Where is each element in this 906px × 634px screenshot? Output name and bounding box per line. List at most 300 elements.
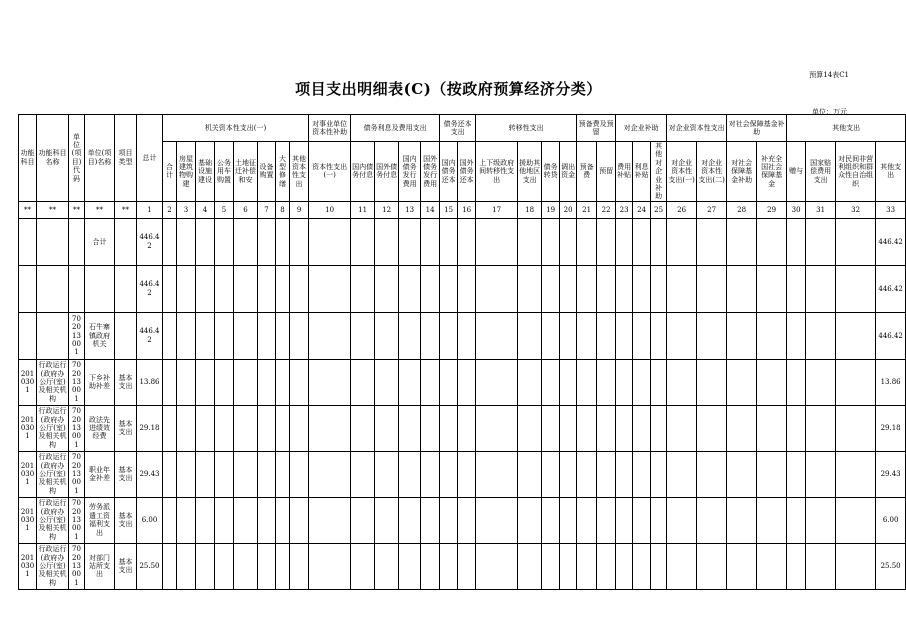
header-group-social-security: 对社会保障基金补助 (727, 115, 787, 142)
empty-cell (351, 543, 375, 589)
header-group-enterprise-capital: 对企业资本性支出 (667, 115, 727, 142)
empty-cell (163, 497, 177, 543)
index-cell: 12 (375, 201, 399, 218)
empty-cell (258, 312, 276, 359)
func-code-cell (19, 312, 37, 359)
index-cell: ** (37, 201, 69, 218)
index-cell: 3 (177, 201, 196, 218)
unit-code-cell (69, 265, 85, 312)
empty-cell (421, 451, 440, 497)
empty-cell (177, 451, 196, 497)
header-sub-col: 赠与 (787, 142, 806, 202)
header-group-debt-principal: 债务还本支出 (440, 115, 476, 142)
item-type-cell (115, 265, 137, 312)
empty-cell (351, 265, 375, 312)
index-cell: 15 (440, 201, 458, 218)
empty-cell (667, 218, 697, 265)
empty-cell (787, 405, 806, 451)
header-sub-col: 土地征迁补偿和安 (234, 142, 258, 202)
empty-cell (399, 359, 421, 405)
unit-code-cell: 70201300 1 (69, 451, 85, 497)
header-sub-col: 预备费 (577, 142, 597, 202)
index-cell: 32 (836, 201, 876, 218)
empty-cell (399, 218, 421, 265)
header-sub-col: 援助其他地区支出 (518, 142, 542, 202)
empty-cell (651, 312, 667, 359)
unit-code-cell: 70201300 1 (69, 359, 85, 405)
index-cell: 20 (560, 201, 577, 218)
header-func-code: 功能科目 (19, 115, 37, 202)
empty-cell (196, 451, 215, 497)
index-cell: 19 (542, 201, 560, 218)
index-cell: 31 (806, 201, 836, 218)
empty-cell (667, 451, 697, 497)
empty-cell (276, 405, 290, 451)
empty-cell (597, 359, 616, 405)
empty-cell (458, 497, 476, 543)
total-cell: 446.42 (137, 265, 163, 312)
empty-cell (651, 265, 667, 312)
empty-cell (163, 218, 177, 265)
header-sub-col: 大型修缮 (276, 142, 290, 202)
header-group-other: 其他支出 (787, 115, 906, 142)
other-expenditure-cell: 29.18 (876, 405, 906, 451)
empty-cell (806, 218, 836, 265)
empty-cell (806, 451, 836, 497)
header-sub-col: 资本性支出(一) (309, 142, 351, 202)
header-group-reserve: 预备费及预留 (577, 115, 616, 142)
empty-cell (440, 265, 458, 312)
empty-cell (757, 218, 787, 265)
total-cell: 446.42 (137, 218, 163, 265)
index-cell: 29 (757, 201, 787, 218)
empty-cell (375, 497, 399, 543)
index-cell: 27 (697, 201, 727, 218)
index-cell: 4 (196, 201, 215, 218)
empty-cell (787, 312, 806, 359)
unit-code-cell (69, 218, 85, 265)
index-cell: 16 (458, 201, 476, 218)
empty-cell (276, 497, 290, 543)
empty-cell (476, 543, 518, 589)
index-cell: 28 (727, 201, 757, 218)
header-sub-col: 基础设施建设 (196, 142, 215, 202)
empty-cell (421, 359, 440, 405)
empty-cell (667, 312, 697, 359)
empty-cell (560, 405, 577, 451)
func-name-cell (37, 218, 69, 265)
empty-cell (234, 405, 258, 451)
index-cell: 23 (616, 201, 633, 218)
empty-cell (616, 312, 633, 359)
empty-cell (375, 218, 399, 265)
empty-cell (727, 405, 757, 451)
empty-cell (518, 312, 542, 359)
index-cell: 33 (876, 201, 906, 218)
header-sub-col: 对企业资本性支出(一) (667, 142, 697, 202)
header-sub-col: 对企业资本性支出(二) (697, 142, 727, 202)
empty-cell (727, 265, 757, 312)
header-sub-col: 预留 (597, 142, 616, 202)
header-sub-col: 国内债务还本 (440, 142, 458, 202)
empty-cell (177, 265, 196, 312)
empty-cell (560, 497, 577, 543)
header-sub-col: 上下级政府间转移性支出 (476, 142, 518, 202)
other-expenditure-cell: 446.42 (876, 265, 906, 312)
empty-cell (399, 451, 421, 497)
empty-cell (518, 451, 542, 497)
empty-cell (163, 312, 177, 359)
item-type-cell: 基本支出 (115, 359, 137, 405)
empty-cell (351, 451, 375, 497)
empty-cell (667, 543, 697, 589)
empty-cell (309, 543, 351, 589)
index-cell: 18 (518, 201, 542, 218)
empty-cell (836, 405, 876, 451)
empty-cell (458, 405, 476, 451)
header-unit-name: 单位(项目)名称 (85, 115, 115, 202)
empty-cell (806, 543, 836, 589)
unit-label: 单位：万元 (812, 108, 847, 116)
other-expenditure-cell: 29.43 (876, 451, 906, 497)
func-name-cell (37, 312, 69, 359)
empty-cell (458, 359, 476, 405)
report-reference: 预算14表C1 (809, 71, 849, 79)
header-sub-col: 设备购置 (258, 142, 276, 202)
empty-cell (518, 497, 542, 543)
header-group-enterprise: 对企业补助 (616, 115, 667, 142)
empty-cell (440, 497, 458, 543)
other-expenditure-cell: 446.42 (876, 312, 906, 359)
header-group-debt-interest: 债务利息及费用支出 (351, 115, 440, 142)
empty-cell (616, 359, 633, 405)
header-sub-col: 国家赔偿费用支出 (806, 142, 836, 202)
empty-cell (215, 359, 234, 405)
empty-cell (375, 359, 399, 405)
empty-cell (276, 312, 290, 359)
empty-cell (196, 405, 215, 451)
empty-cell (836, 359, 876, 405)
empty-cell (290, 497, 309, 543)
table-row (19, 497, 906, 543)
empty-cell (787, 451, 806, 497)
empty-cell (458, 312, 476, 359)
empty-cell (258, 359, 276, 405)
empty-cell (215, 451, 234, 497)
empty-cell (633, 543, 651, 589)
total-cell: 25.50 (137, 543, 163, 589)
empty-cell (309, 359, 351, 405)
empty-cell (560, 218, 577, 265)
index-cell: 6 (234, 201, 258, 218)
empty-cell (290, 312, 309, 359)
empty-cell (215, 265, 234, 312)
header-sub-col: 国内债务发行费用 (399, 142, 421, 202)
empty-cell (399, 543, 421, 589)
empty-cell (258, 405, 276, 451)
empty-cell (476, 405, 518, 451)
empty-cell (597, 451, 616, 497)
empty-cell (651, 451, 667, 497)
empty-cell (616, 405, 633, 451)
empty-cell (616, 265, 633, 312)
empty-cell (667, 265, 697, 312)
empty-cell (215, 218, 234, 265)
empty-cell (196, 543, 215, 589)
empty-cell (421, 218, 440, 265)
index-cell: 9 (290, 201, 309, 218)
header-sub-col: 国内债务付息 (351, 142, 375, 202)
index-cell: 7 (258, 201, 276, 218)
empty-cell (597, 543, 616, 589)
empty-cell (560, 543, 577, 589)
unit-code-cell: 70201300 1 (69, 312, 85, 359)
empty-cell (836, 312, 876, 359)
empty-cell (577, 218, 597, 265)
header-total: 总计 (137, 115, 163, 202)
func-code-cell: 2010301 (19, 359, 37, 405)
unit-code-cell: 70201300 1 (69, 405, 85, 451)
empty-cell (633, 497, 651, 543)
header-sub-col: 对民间非营利组织和群众性自治组织 (836, 142, 876, 202)
header-group-subsidy-capital: 对事业单位资本性补助 (309, 115, 351, 142)
empty-cell (542, 359, 560, 405)
empty-cell (727, 359, 757, 405)
empty-cell (727, 497, 757, 543)
empty-cell (290, 451, 309, 497)
empty-cell (727, 543, 757, 589)
empty-cell (542, 497, 560, 543)
index-row (19, 201, 906, 218)
page-title: 项目支出明细表(C)（按政府预算经济分类） (295, 80, 602, 98)
empty-cell (616, 451, 633, 497)
empty-cell (309, 218, 351, 265)
empty-cell (577, 359, 597, 405)
empty-cell (234, 265, 258, 312)
empty-cell (458, 218, 476, 265)
empty-cell (163, 405, 177, 451)
empty-cell (757, 312, 787, 359)
empty-cell (351, 497, 375, 543)
empty-cell (290, 218, 309, 265)
empty-cell (421, 405, 440, 451)
empty-cell (309, 405, 351, 451)
expenditure-table (18, 114, 906, 590)
empty-cell (697, 451, 727, 497)
unit-name-cell: 劳务派遣工资福利支出 (85, 497, 115, 543)
unit-name-cell: 石牛寨镇政府机关 (85, 312, 115, 359)
func-name-cell: 行政运行(政府办公厅(室)及相关机构 (37, 543, 69, 589)
empty-cell (177, 543, 196, 589)
header-item-type: 项目类型 (115, 115, 137, 202)
empty-cell (633, 312, 651, 359)
empty-cell (633, 451, 651, 497)
header-sub-col: 合计 (163, 142, 177, 202)
empty-cell (440, 405, 458, 451)
empty-cell (290, 543, 309, 589)
empty-cell (542, 312, 560, 359)
header-group-org-capital: 机关资本性支出(一) (163, 115, 309, 142)
empty-cell (163, 451, 177, 497)
header-sub-col: 国外债务还本 (458, 142, 476, 202)
item-type-cell: 基本支出 (115, 451, 137, 497)
empty-cell (836, 218, 876, 265)
empty-cell (518, 405, 542, 451)
index-cell: 2 (163, 201, 177, 218)
empty-cell (375, 451, 399, 497)
empty-cell (375, 405, 399, 451)
empty-cell (560, 451, 577, 497)
empty-cell (177, 497, 196, 543)
empty-cell (787, 359, 806, 405)
empty-cell (542, 543, 560, 589)
empty-cell (290, 265, 309, 312)
empty-cell (375, 543, 399, 589)
empty-cell (597, 405, 616, 451)
header-sub-col: 利息补贴 (633, 142, 651, 202)
empty-cell (542, 451, 560, 497)
other-expenditure-cell: 25.50 (876, 543, 906, 589)
func-code-cell: 2010301 (19, 543, 37, 589)
empty-cell (616, 218, 633, 265)
empty-cell (633, 218, 651, 265)
empty-cell (215, 497, 234, 543)
unit-name-cell (85, 265, 115, 312)
empty-cell (806, 497, 836, 543)
table-body (19, 218, 906, 589)
empty-cell (542, 265, 560, 312)
empty-cell (577, 543, 597, 589)
empty-cell (597, 497, 616, 543)
empty-cell (351, 218, 375, 265)
empty-cell (234, 497, 258, 543)
empty-cell (577, 265, 597, 312)
empty-cell (836, 497, 876, 543)
empty-cell (421, 265, 440, 312)
empty-cell (667, 359, 697, 405)
empty-cell (577, 405, 597, 451)
header-sub-col: 国外债务付息 (375, 142, 399, 202)
empty-cell (196, 359, 215, 405)
empty-cell (476, 218, 518, 265)
table-row (19, 359, 906, 405)
total-cell: 29.18 (137, 405, 163, 451)
empty-cell (697, 543, 727, 589)
empty-cell (234, 312, 258, 359)
empty-cell (577, 497, 597, 543)
empty-cell (234, 543, 258, 589)
empty-cell (234, 218, 258, 265)
empty-cell (560, 265, 577, 312)
item-type-cell: 基本支出 (115, 543, 137, 589)
empty-cell (177, 218, 196, 265)
empty-cell (651, 218, 667, 265)
empty-cell (196, 218, 215, 265)
header-sub-col: 对社会保障基金补助 (727, 142, 757, 202)
empty-cell (476, 451, 518, 497)
table-row (19, 451, 906, 497)
empty-cell (399, 497, 421, 543)
empty-cell (787, 497, 806, 543)
unit-name-cell: 对部门站所支出 (85, 543, 115, 589)
empty-cell (651, 543, 667, 589)
empty-cell (234, 359, 258, 405)
empty-cell (616, 543, 633, 589)
table-row (19, 312, 906, 359)
index-cell: 14 (421, 201, 440, 218)
other-expenditure-cell: 6.00 (876, 497, 906, 543)
empty-cell (727, 312, 757, 359)
empty-cell (697, 497, 727, 543)
other-expenditure-cell: 13.86 (876, 359, 906, 405)
table-row (19, 265, 906, 312)
index-cell: 13 (399, 201, 421, 218)
empty-cell (290, 359, 309, 405)
item-type-cell: 基本支出 (115, 405, 137, 451)
empty-cell (651, 359, 667, 405)
empty-cell (518, 543, 542, 589)
index-cell: 1 (137, 201, 163, 218)
index-cell: 10 (309, 201, 351, 218)
empty-cell (597, 218, 616, 265)
header-sub-col: 债务转贷 (542, 142, 560, 202)
empty-cell (476, 497, 518, 543)
index-cell: 25 (651, 201, 667, 218)
empty-cell (597, 312, 616, 359)
header-sub-col: 公务用车购置 (215, 142, 234, 202)
total-cell: 29.43 (137, 451, 163, 497)
empty-cell (215, 405, 234, 451)
empty-cell (787, 543, 806, 589)
empty-cell (476, 312, 518, 359)
index-cell: 24 (633, 201, 651, 218)
index-cell: 17 (476, 201, 518, 218)
empty-cell (421, 497, 440, 543)
index-cell: 11 (351, 201, 375, 218)
empty-cell (309, 451, 351, 497)
empty-cell (163, 359, 177, 405)
table-row (19, 405, 906, 451)
empty-cell (215, 543, 234, 589)
header-row-group (19, 115, 906, 142)
empty-cell (697, 265, 727, 312)
header-sub-col: 其他对企业补助 (651, 142, 667, 202)
header-sub-col: 国外债务发行费用 (421, 142, 440, 202)
empty-cell (806, 405, 836, 451)
header-unit-code: 单位(项目)代码 (69, 115, 85, 202)
empty-cell (787, 218, 806, 265)
index-cell: 30 (787, 201, 806, 218)
empty-cell (309, 497, 351, 543)
empty-cell (476, 359, 518, 405)
empty-cell (196, 497, 215, 543)
empty-cell (440, 312, 458, 359)
empty-cell (757, 451, 787, 497)
empty-cell (757, 405, 787, 451)
unit-code-cell: 70201300 1 (69, 543, 85, 589)
empty-cell (421, 543, 440, 589)
empty-cell (440, 359, 458, 405)
unit-name-cell: 职业年金补差 (85, 451, 115, 497)
func-code-cell: 2010301 (19, 497, 37, 543)
empty-cell (651, 497, 667, 543)
header-sub-col: 房屋建筑物购建 (177, 142, 196, 202)
index-cell: ** (69, 201, 85, 218)
empty-cell (309, 312, 351, 359)
index-cell: 21 (577, 201, 597, 218)
header-sub-col: 调出资金 (560, 142, 577, 202)
empty-cell (518, 218, 542, 265)
